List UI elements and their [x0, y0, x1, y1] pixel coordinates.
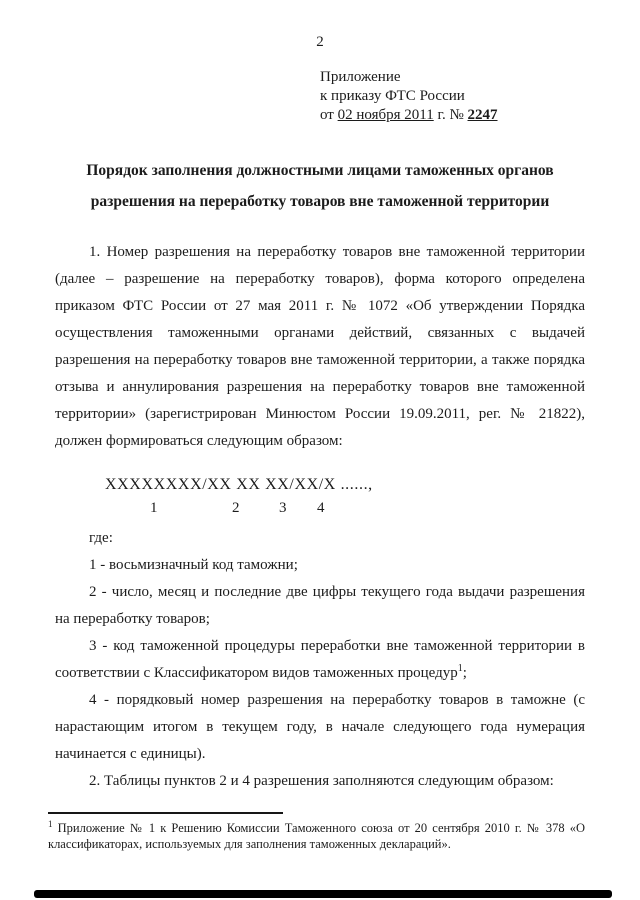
order-date: 02 ноября 2011: [337, 107, 434, 123]
footnote-area: [48, 812, 585, 852]
appendix-line-1: Приложение: [320, 69, 401, 85]
list-item-3: [55, 633, 585, 687]
footnote-reference: 1: [457, 663, 463, 674]
appendix-line-2: к приказу ФТС России: [320, 88, 465, 104]
formula-label-2: 2: [232, 500, 240, 516]
permit-number-formula: ХХХХХХХХ/ХХ ХХ ХХ/ХХ/Х ......,: [105, 476, 373, 493]
formula-label-1: 1: [150, 500, 158, 516]
page-number: 2: [316, 34, 324, 50]
list-item-4: 4 - порядковый номер разрешения на переработку товаров в таможне (с нарастающим итогом в текущем году, в начале следующего года нумерация начинается с единицы).: [55, 692, 585, 762]
list-item-1: 1 - восьмизначный код таможни;: [89, 557, 298, 573]
document-title: [55, 155, 585, 217]
list-item-2: 2 - число, месяц и последние две цифры текущего года выдачи разрешения на переработку товаров;: [55, 584, 585, 627]
appendix-line-date: [320, 106, 585, 125]
formula-label-4: 4: [317, 500, 325, 516]
order-number: 2247: [467, 107, 498, 123]
list-item-3-text: 3 - код таможенной процедуры переработки вне таможенной территории в соответствии с Классификатором видов таможенных процедур: [55, 638, 585, 681]
formula-position-labels: [55, 498, 585, 525]
date-prefix: от: [320, 107, 338, 123]
scan-artifact-bar: [34, 890, 612, 898]
appendix-header: [320, 68, 585, 125]
title-line-2: разрешения на переработку товаров вне таможенной территории: [90, 193, 550, 210]
formula-label-3: 3: [279, 500, 287, 516]
date-mid: г. №: [433, 107, 468, 123]
footnote-separator: [48, 812, 283, 814]
footnote-marker: 1: [48, 818, 53, 829]
list-item-3-end: ;: [462, 665, 467, 681]
document-body: [55, 239, 585, 795]
paragraph-2: 2. Таблицы пунктов 2 и 4 разрешения заполняются следующим образом:: [89, 773, 554, 789]
where-label: где:: [89, 530, 113, 546]
title-line-1: Порядок заполнения должностными лицами таможенных органов: [86, 162, 554, 179]
footnote-body: Приложение № 1 к Решению Комиссии Таможенного союза от 20 сентября 2010 г. № 378 «О классификаторах, используемых для заполнения таможенных деклараций».: [48, 821, 585, 851]
footnote-text: [48, 820, 585, 852]
paragraph-1: 1. Номер разрешения на переработку товаров вне таможенной территории (далее – разрешение на переработку товаров), форма которого определена приказом ФТС России от 27 мая 2011 г. № 1072 «Об утверждении Порядка осуществления таможенными органами действий, связанных с выдачей разрешения на переработку товаров вне таможенной территории, а также порядка отзыва и аннулирования разрешения на переработку товаров вне таможенной территории» (зарегистрирован Минюстом России 19.09.2011, рег. № 21822), должен формироваться следующим образом:: [55, 244, 585, 449]
